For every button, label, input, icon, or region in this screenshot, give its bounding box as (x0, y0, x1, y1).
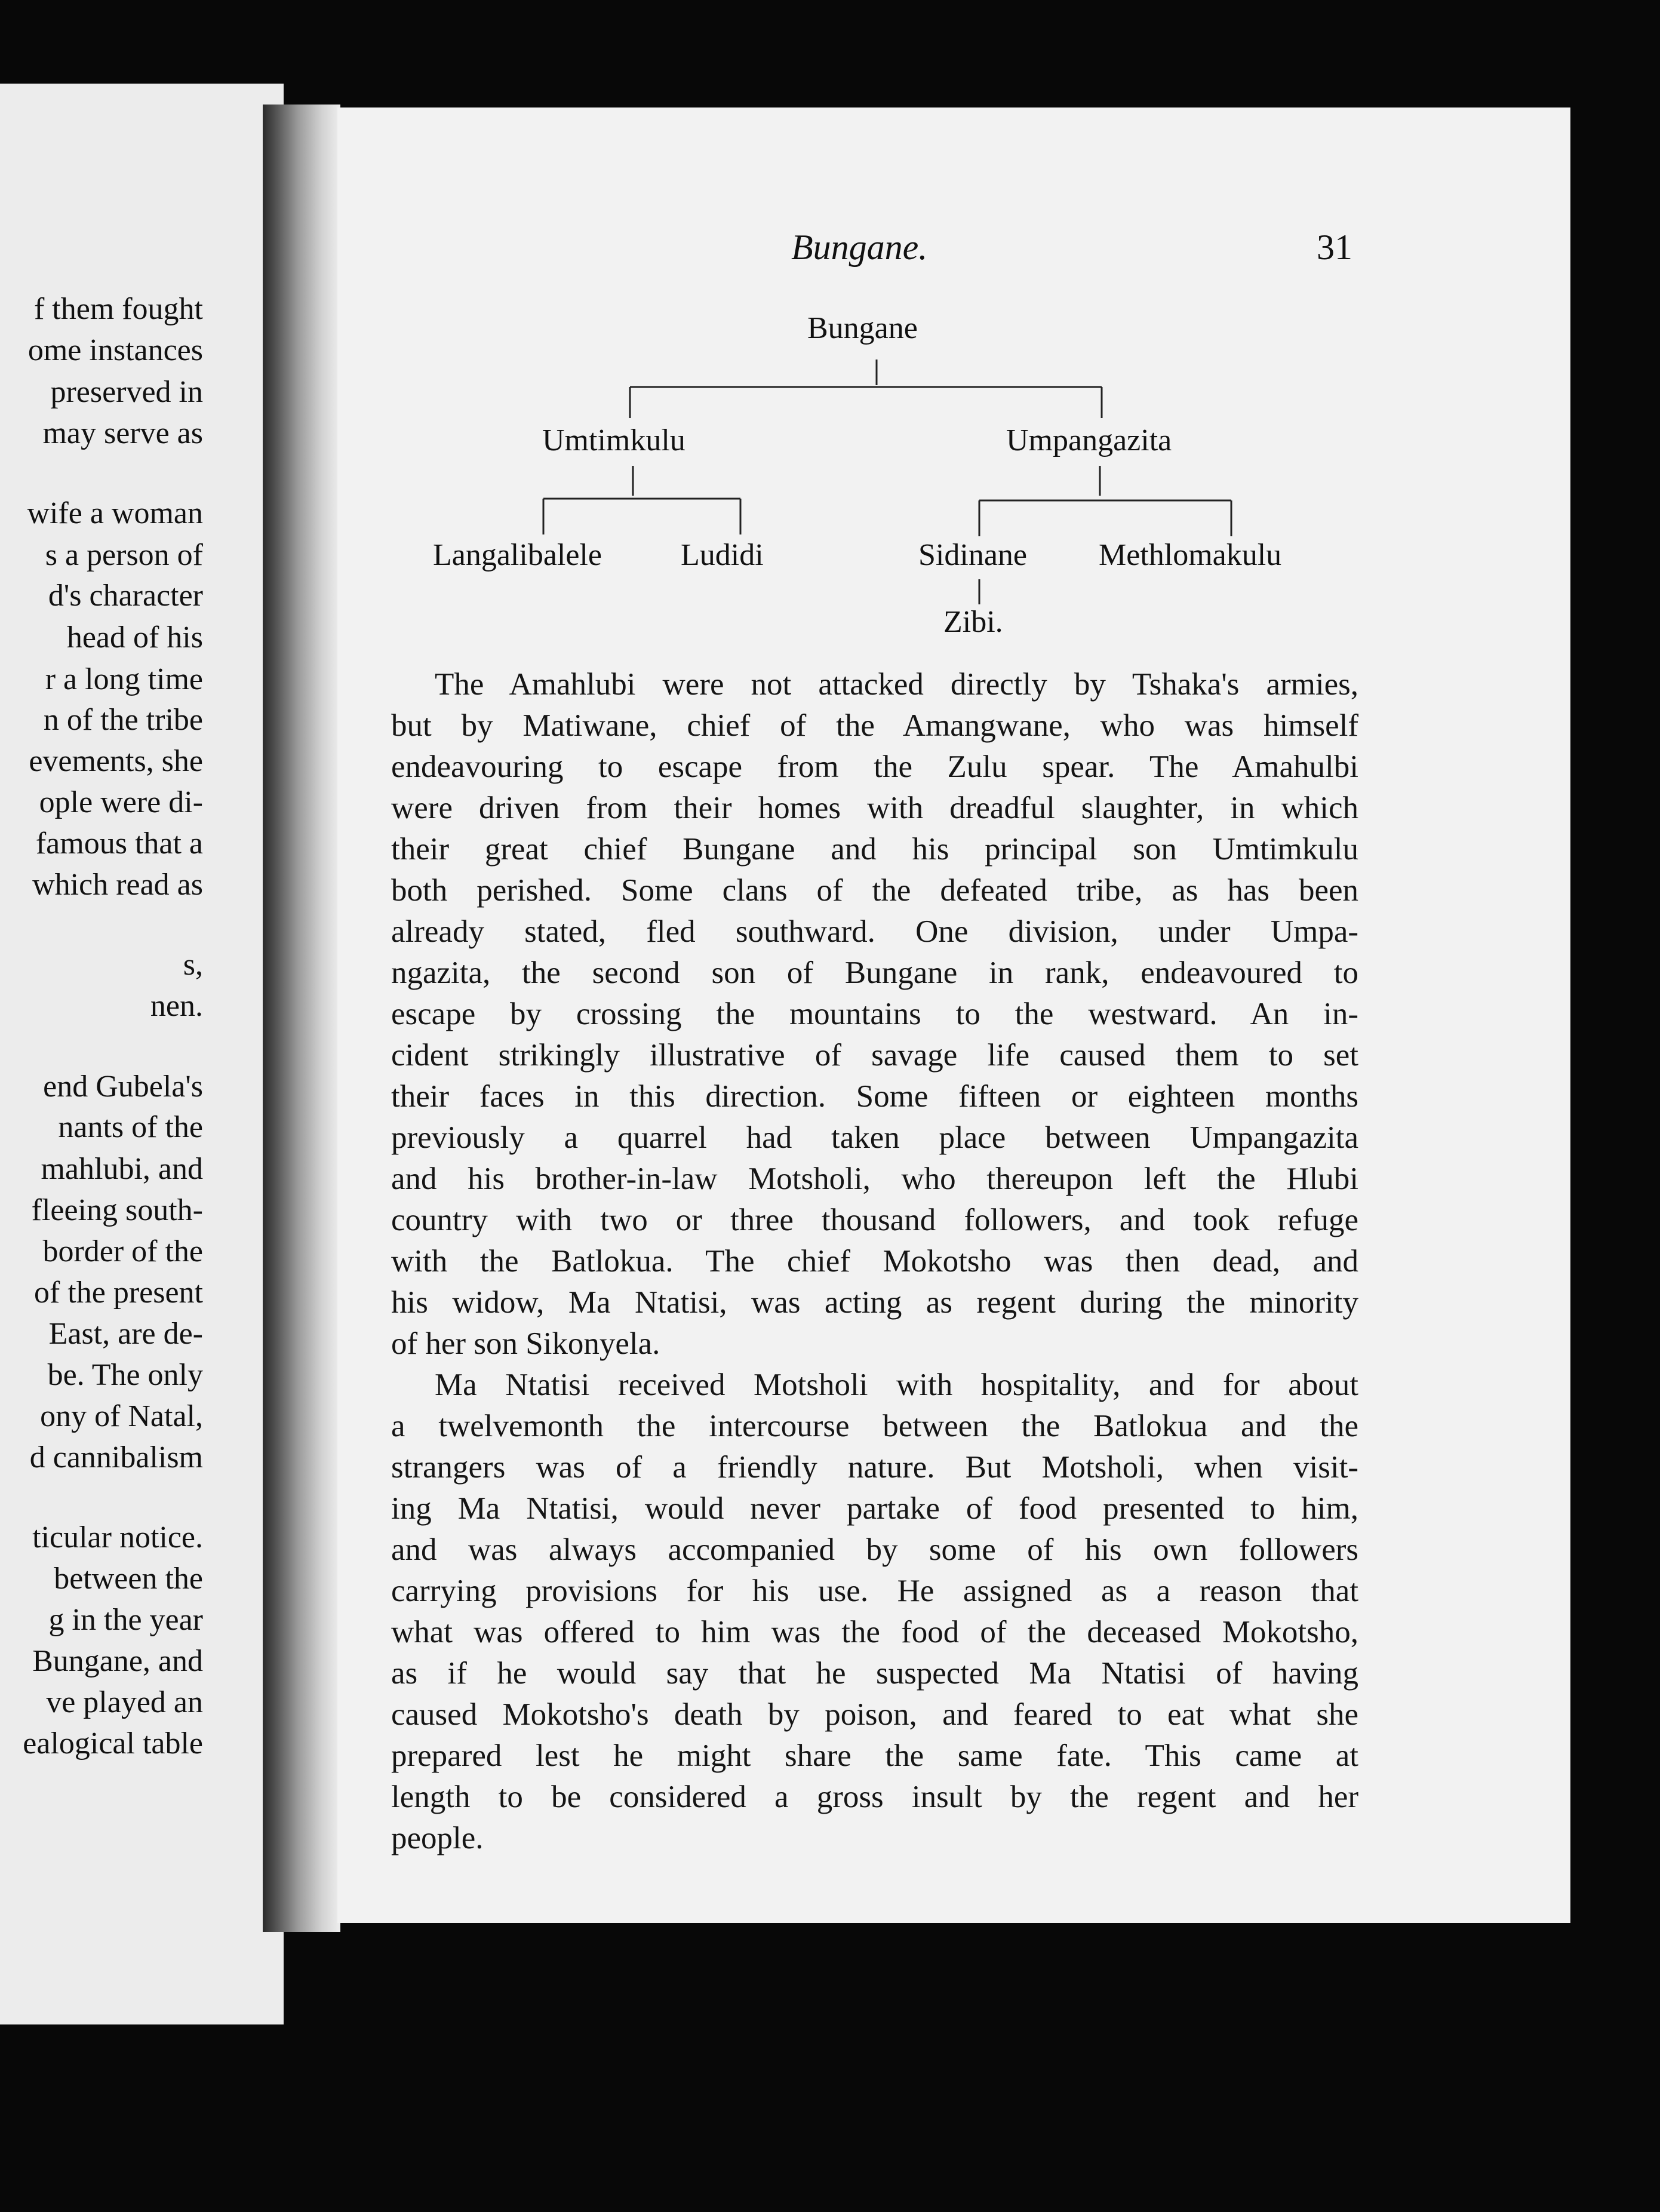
left-page-line: nen. (150, 989, 203, 1023)
left-page-line: n of the tribe (43, 703, 203, 737)
left-page-line: mahlubi, and (41, 1152, 203, 1186)
genealogy-name-langalibalele: Langalibalele (433, 538, 602, 572)
paragraph (391, 664, 1358, 1365)
left-page-line: r a long time (45, 662, 203, 696)
page-number: 31 (1317, 228, 1352, 267)
left-page-line: ticular notice. (32, 1520, 203, 1554)
text-line: but by Matiwane, chief of the Amangwane, who was himself (391, 708, 1358, 743)
text-line: of her son Sikonyela. (391, 1326, 660, 1361)
left-page-line: ony of Natal, (40, 1399, 203, 1433)
genealogy-name-sidinane: Sidinane (918, 538, 1027, 572)
left-page-line: wife a woman (27, 496, 203, 530)
text-line: what was offered to him was the food of the deceased Mokotsho, (391, 1615, 1358, 1649)
genealogy-name-bungane: Bungane (807, 311, 918, 345)
text-line: already stated, fled southward. One division, under Umpa- (391, 914, 1358, 949)
text-line: and his brother-in-law Motsholi, who thereupon left the Hlubi (391, 1162, 1358, 1196)
body-text (391, 664, 1358, 1859)
text-line: strangers was of a friendly nature. But Motsholi, when visit- (391, 1450, 1358, 1485)
left-page-line: head of his (66, 620, 203, 655)
text-line: length to be considered a gross insult by the regent and her (391, 1780, 1358, 1814)
left-page-line: ealogical table (23, 1726, 203, 1761)
text-line: were driven from their homes with dreadful slaughter, in which (391, 791, 1358, 825)
text-line: escape by crossing the mountains to the westward. An in- (391, 997, 1358, 1031)
text-line: ing Ma Ntatisi, would never partake of food presented to him, (391, 1491, 1358, 1526)
left-page-line: d's character (48, 579, 203, 613)
left-page-line: famous that a (35, 827, 203, 861)
text-line: with the Batlokua. The chief Mokotsho was then dead, and (391, 1244, 1358, 1279)
text-line: country with two or three thousand followers, and took refuge (391, 1203, 1358, 1237)
genealogy-name-umpangazita: Umpangazita (1006, 423, 1172, 457)
genealogy-name-zibi: Zibi. (943, 605, 1003, 639)
left-page-line: be. The only (47, 1358, 203, 1392)
text-line: ngazita, the second son of Bungane in rank, endeavoured to (391, 956, 1358, 990)
text-line: their great chief Bungane and his principal son Umtimkulu (391, 832, 1358, 867)
left-page-line: fleeing south- (31, 1193, 203, 1227)
left-page-line: g in the year (48, 1603, 203, 1637)
left-page-line: which read as (32, 868, 203, 902)
genealogy-name-umtimkulu: Umtimkulu (542, 423, 685, 457)
left-page-line: preserved in (50, 375, 203, 409)
left-page-line: ve played an (46, 1685, 203, 1719)
left-page-line: border of the (42, 1234, 203, 1268)
genealogy-name-methlomakulu: Methlomakulu (1099, 538, 1282, 572)
text-line: cident strikingly illustrative of savage life caused them to set (391, 1038, 1358, 1073)
left-page-line: may serve as (42, 416, 203, 450)
text-line: his widow, Ma Ntatisi, was acting as regent during the minority (391, 1285, 1358, 1320)
text-line: Ma Ntatisi received Motsholi with hospitality, and for about (435, 1368, 1358, 1402)
left-page-line: end Gubela's (43, 1070, 203, 1104)
text-line: a twelvemonth the intercourse between the Batlokua and the (391, 1409, 1358, 1443)
running-head: Bungane. (791, 228, 928, 267)
text-line: previously a quarrel had taken place between Umpangazita (391, 1120, 1358, 1155)
text-line: The Amahlubi were not attacked directly by Tshaka's armies, (435, 667, 1358, 702)
left-page-line: between the (54, 1562, 203, 1596)
left-page-line: evements, she (29, 744, 203, 778)
text-line: their faces in this direction. Some fifteen or eighteen months (391, 1079, 1358, 1114)
text-line: as if he would say that he suspected Ma Ntatisi of having (391, 1656, 1358, 1691)
text-line: endeavouring to escape from the Zulu spear. The Amahulbi (391, 749, 1358, 784)
text-line: and was always accompanied by some of his own followers (391, 1532, 1358, 1567)
left-page-line: East, are de- (48, 1317, 203, 1351)
text-line: people. (391, 1821, 484, 1855)
text-line: both perished. Some clans of the defeated tribe, as has been (391, 873, 1358, 908)
left-page-line: ome instances (27, 333, 203, 367)
left-page-line: nants of the (58, 1110, 203, 1144)
text-line: carrying provisions for his use. He assigned as a reason that (391, 1574, 1358, 1608)
paragraph (391, 1365, 1358, 1859)
text-line: caused Mokotsho's death by poison, and feared to eat what she (391, 1697, 1358, 1732)
genealogy-name-ludidi: Ludidi (681, 538, 764, 572)
text-line: prepared lest he might share the same fate. This came at (391, 1738, 1358, 1773)
left-page-line: ople were di- (39, 785, 203, 819)
left-page-line: d cannibalism (29, 1440, 203, 1474)
left-page-line: s a person of (45, 538, 203, 572)
left-page-line: s, (183, 948, 203, 982)
left-page-line: Bungane, and (32, 1644, 203, 1678)
left-page-line: f them fought (33, 292, 203, 326)
left-page-line: of the present (33, 1276, 203, 1310)
